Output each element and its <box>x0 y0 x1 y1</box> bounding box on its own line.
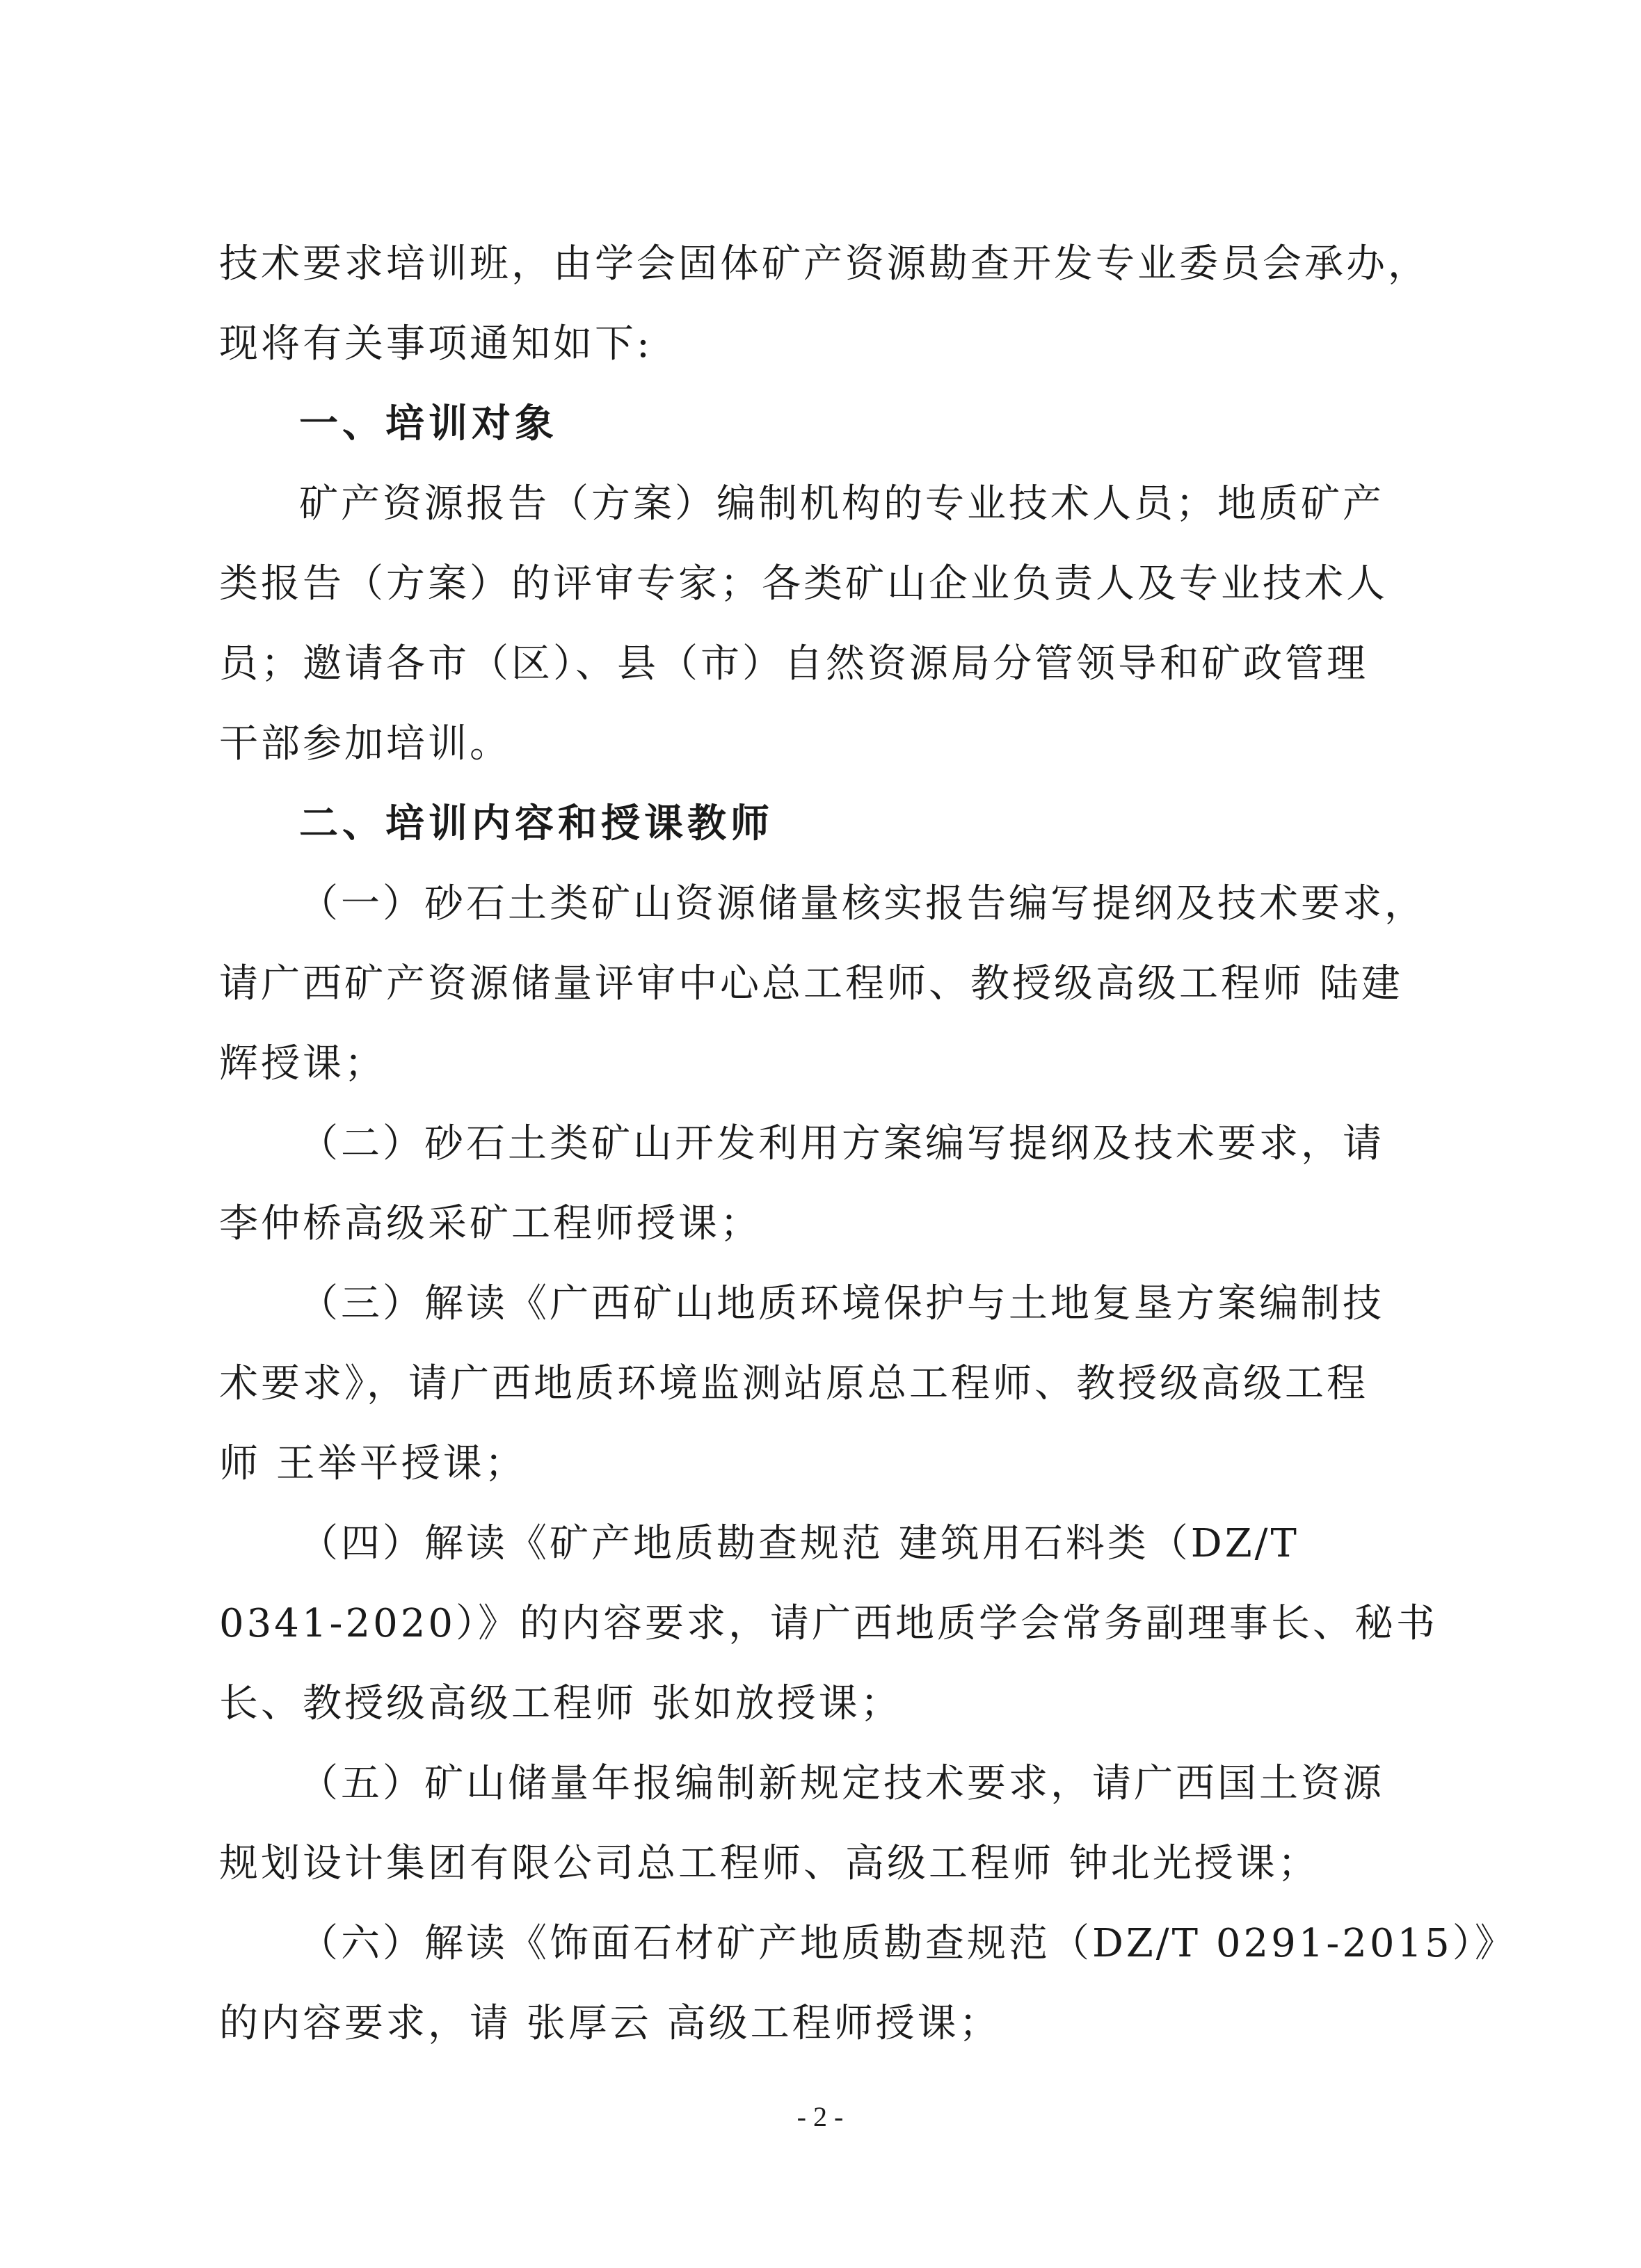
body-line: 0341-2020）》的内容要求，请广西地质学会常务副理事长、秘书 <box>219 1601 1438 1646</box>
body-line: 请广西矿产资源储量评审中心总工程师、教授级高级工程师 陆建 <box>219 961 1403 1006</box>
section-heading-2: 二、培训内容和授课教师 <box>299 801 774 846</box>
body-line: 长、教授级高级工程师 张如放授课； <box>219 1681 902 1726</box>
body-line: （一）砂石土类矿山资源储量核实报告编写提纲及技术要求， <box>299 881 1426 926</box>
body-line: 矿产资源报告（方案）编制机构的专业技术人员；地质矿产 <box>299 481 1384 526</box>
body-line: （五）矿山储量年报编制新规定技术要求，请广西国土资源 <box>299 1761 1384 1806</box>
body-line: 现将有关事项通知如下: <box>219 321 653 367</box>
body-line: 类报告（方案）的评审专家；各类矿山企业负责人及专业技术人 <box>219 561 1388 606</box>
body-line: （三）解读《广西矿山地质环境保护与土地复垦方案编制技 <box>299 1281 1384 1326</box>
body-line: 李仲桥高级采矿工程师授课； <box>219 1201 762 1246</box>
body-line: （四）解读《矿产地质勘查规范 建筑用石料类（DZ/T <box>299 1521 1299 1566</box>
body-line: 技术要求培训班，由学会固体矿产资源勘查开发专业委员会承办， <box>219 241 1430 287</box>
body-line: 辉授课； <box>219 1041 386 1086</box>
section-heading-1: 一、培训对象 <box>299 401 558 447</box>
body-line: 规划设计集团有限公司总工程师、高级工程师 钟北光授课； <box>219 1841 1320 1886</box>
body-line: 师 王举平授课； <box>219 1441 527 1486</box>
body-line: （二）砂石土类矿山开发利用方案编写提纲及技术要求，请 <box>299 1121 1384 1166</box>
body-line: 干部参加培训。 <box>219 721 511 766</box>
page-number: - 2 - <box>797 2101 844 2132</box>
body-line: 的内容要求，请 张厚云 高级工程师授课； <box>219 2001 1001 2046</box>
body-line: 员；邀请各市（区）、县（市）自然资源局分管领导和矿政管理 <box>219 641 1368 686</box>
body-line: 术要求》，请广西地质环境监测站原总工程师、教授级高级工程 <box>219 1361 1368 1406</box>
body-line: （六）解读《饰面石材矿产地质勘查规范（DZ/T 0291-2015）》 <box>299 1921 1516 1966</box>
